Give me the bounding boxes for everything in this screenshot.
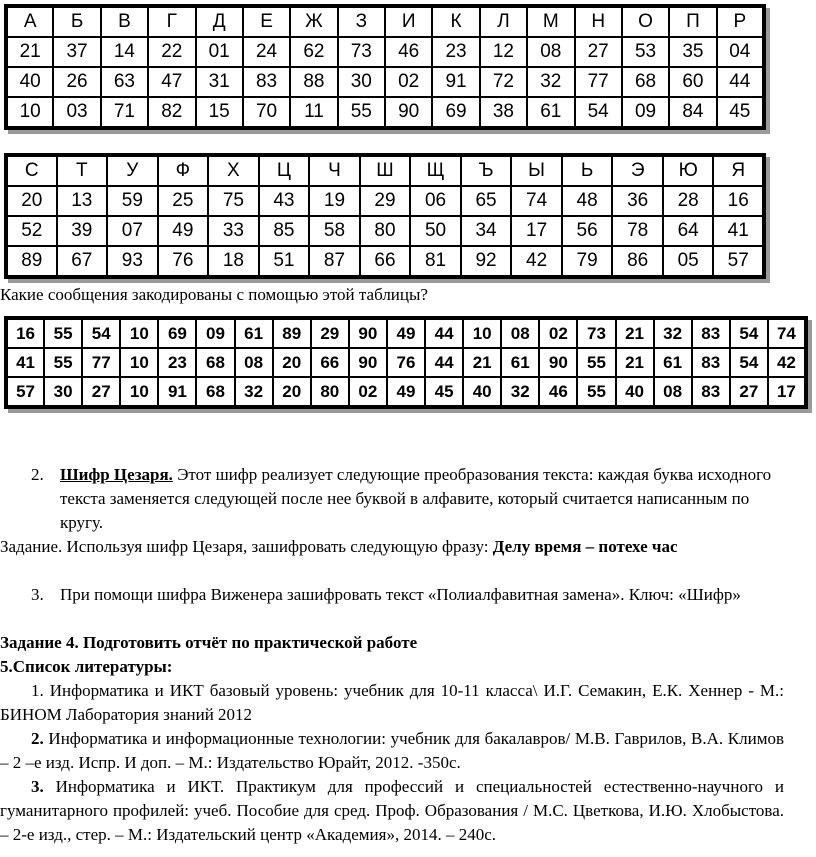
code-cell: 17 bbox=[768, 377, 806, 407]
code-cell: 44 bbox=[717, 67, 764, 97]
letter-cell: Э bbox=[612, 155, 663, 186]
code-cell: 90 bbox=[539, 348, 577, 377]
letter-cell: Д bbox=[196, 6, 243, 37]
code-cell: 57 bbox=[713, 246, 764, 277]
letter-cell: К bbox=[432, 6, 479, 37]
code-cell: 20 bbox=[273, 377, 311, 407]
code-cell: 82 bbox=[148, 97, 195, 128]
code-cell: 12 bbox=[480, 37, 527, 67]
letter-cell: Б bbox=[53, 6, 100, 37]
code-cell: 40 bbox=[616, 377, 654, 407]
letter-cell: Е bbox=[243, 6, 290, 37]
letter-cell: Ю bbox=[663, 155, 714, 186]
table-row bbox=[6, 67, 764, 97]
code-cell: 83 bbox=[692, 348, 730, 377]
code-cell: 93 bbox=[107, 246, 158, 277]
letter-cell: Р bbox=[717, 6, 764, 37]
code-cell: 63 bbox=[101, 67, 148, 97]
code-cell: 29 bbox=[311, 318, 349, 348]
code-cell: 61 bbox=[654, 348, 692, 377]
code-cell: 44 bbox=[425, 318, 463, 348]
letter-cell: Х bbox=[208, 155, 259, 186]
code-cell: 71 bbox=[101, 97, 148, 128]
code-cell: 56 bbox=[562, 216, 613, 246]
code-cell: 57 bbox=[6, 377, 44, 407]
code-cell: 28 bbox=[663, 186, 714, 216]
code-cell: 76 bbox=[158, 246, 209, 277]
code-cell: 40 bbox=[463, 377, 501, 407]
code-cell: 27 bbox=[575, 37, 622, 67]
code-cell: 75 bbox=[208, 186, 259, 216]
table-row bbox=[6, 216, 764, 246]
item3-text: При помощи шифра Виженера зашифровать текст «Полиалфавитная замена». Ключ: «Шифр» bbox=[60, 585, 741, 604]
code-cell: 50 bbox=[410, 216, 461, 246]
code-cell: 74 bbox=[768, 318, 806, 348]
reference-number: 3. bbox=[31, 777, 44, 796]
code-cell: 85 bbox=[259, 216, 310, 246]
task4-heading: Задание 4. Подготовить отчёт по практической работе bbox=[0, 633, 418, 652]
code-cell: 62 bbox=[290, 37, 337, 67]
code-cell: 49 bbox=[158, 216, 209, 246]
question-text: Какие сообщения закодированы с помощью этой таблицы? bbox=[0, 285, 428, 304]
reference-text: Информатика и информационные технологии: учебник для бакалавров/ М.В. Гаврилов, В.А. Климов – 2 –е изд. Испр. И доп. – М.: Издательство Юрайт, 2012. -350с. bbox=[0, 729, 785, 772]
code-cell: 36 bbox=[612, 186, 663, 216]
code-cell: 08 bbox=[501, 318, 539, 348]
code-cell: 37 bbox=[53, 37, 100, 67]
letter-cell: М bbox=[527, 6, 574, 37]
code-cell: 10 bbox=[120, 348, 158, 377]
code-cell: 20 bbox=[6, 186, 57, 216]
code-cell: 46 bbox=[539, 377, 577, 407]
code-cell: 11 bbox=[290, 97, 337, 128]
code-cell: 35 bbox=[669, 37, 716, 67]
reference-number: 2. bbox=[31, 729, 44, 748]
code-cell: 42 bbox=[768, 348, 806, 377]
code-cell: 26 bbox=[53, 67, 100, 97]
code-cell: 53 bbox=[622, 37, 669, 67]
code-cell: 32 bbox=[527, 67, 574, 97]
code-cell: 21 bbox=[6, 37, 53, 67]
code-cell: 79 bbox=[562, 246, 613, 277]
code-cell: 61 bbox=[501, 348, 539, 377]
code-cell: 86 bbox=[612, 246, 663, 277]
code-cell: 81 bbox=[410, 246, 461, 277]
code-cell: 74 bbox=[511, 186, 562, 216]
code-cell: 03 bbox=[53, 97, 100, 128]
code-cell: 54 bbox=[730, 348, 768, 377]
code-cell: 87 bbox=[309, 246, 360, 277]
table-body bbox=[6, 6, 764, 128]
code-cell: 91 bbox=[432, 67, 479, 97]
letter-cell: П bbox=[669, 6, 716, 37]
code-cell: 61 bbox=[235, 318, 273, 348]
code-cell: 45 bbox=[425, 377, 463, 407]
code-cell: 91 bbox=[158, 377, 196, 407]
header-row bbox=[6, 155, 764, 186]
code-cell: 49 bbox=[387, 318, 425, 348]
code-cell: 64 bbox=[663, 216, 714, 246]
code-cell: 27 bbox=[82, 377, 120, 407]
code-cell: 08 bbox=[235, 348, 273, 377]
table-row bbox=[6, 37, 764, 67]
reference-number: 1. bbox=[31, 681, 44, 700]
code-cell: 14 bbox=[101, 37, 148, 67]
code-cell: 34 bbox=[461, 216, 512, 246]
code-cell: 69 bbox=[158, 318, 196, 348]
code-cell: 55 bbox=[577, 348, 615, 377]
code-cell: 80 bbox=[311, 377, 349, 407]
code-cell: 04 bbox=[717, 37, 764, 67]
code-cell: 42 bbox=[511, 246, 562, 277]
code-cell: 13 bbox=[57, 186, 108, 216]
letter-cell: И bbox=[385, 6, 432, 37]
code-cell: 54 bbox=[575, 97, 622, 128]
code-cell: 55 bbox=[44, 348, 82, 377]
code-cell: 68 bbox=[622, 67, 669, 97]
letter-cell: Ж bbox=[290, 6, 337, 37]
letter-cell: Щ bbox=[410, 155, 461, 186]
letter-cell: Ъ bbox=[461, 155, 512, 186]
code-cell: 08 bbox=[654, 377, 692, 407]
table-row bbox=[6, 186, 764, 216]
letter-cell: Т bbox=[57, 155, 108, 186]
item2-paragraph bbox=[60, 463, 780, 535]
code-cell: 18 bbox=[208, 246, 259, 277]
letter-cell: А bbox=[6, 6, 53, 37]
code-cell: 46 bbox=[385, 37, 432, 67]
references-heading: 5.Список литературы: bbox=[0, 657, 173, 676]
code-cell: 32 bbox=[501, 377, 539, 407]
reference-2 bbox=[0, 727, 784, 775]
code-cell: 24 bbox=[243, 37, 290, 67]
code-cell: 48 bbox=[562, 186, 613, 216]
code-cell: 32 bbox=[654, 318, 692, 348]
letter-cell: У bbox=[107, 155, 158, 186]
code-cell: 21 bbox=[463, 348, 501, 377]
code-cell: 49 bbox=[387, 377, 425, 407]
code-cell: 89 bbox=[6, 246, 57, 277]
code-cell: 41 bbox=[6, 348, 44, 377]
letter-cell: Г bbox=[148, 6, 195, 37]
reference-3 bbox=[0, 775, 784, 847]
code-cell: 09 bbox=[196, 318, 234, 348]
code-cell: 10 bbox=[120, 377, 158, 407]
code-cell: 29 bbox=[360, 186, 411, 216]
code-cell: 38 bbox=[480, 97, 527, 128]
table-row bbox=[6, 318, 806, 348]
code-cell: 43 bbox=[259, 186, 310, 216]
cipher-table-s-ya bbox=[4, 153, 766, 279]
letter-cell: Ш bbox=[360, 155, 411, 186]
code-cell: 77 bbox=[82, 348, 120, 377]
code-cell: 68 bbox=[196, 348, 234, 377]
header-row bbox=[6, 6, 764, 37]
code-cell: 39 bbox=[57, 216, 108, 246]
code-cell: 32 bbox=[235, 377, 273, 407]
code-cell: 83 bbox=[692, 377, 730, 407]
letter-cell: О bbox=[622, 6, 669, 37]
code-cell: 68 bbox=[196, 377, 234, 407]
code-cell: 10 bbox=[120, 318, 158, 348]
code-cell: 55 bbox=[44, 318, 82, 348]
table-row bbox=[6, 348, 806, 377]
code-cell: 83 bbox=[692, 318, 730, 348]
code-cell: 21 bbox=[616, 318, 654, 348]
code-cell: 72 bbox=[480, 67, 527, 97]
item2-number: 2. bbox=[31, 465, 44, 484]
code-cell: 51 bbox=[259, 246, 310, 277]
code-cell: 09 bbox=[622, 97, 669, 128]
code-cell: 84 bbox=[669, 97, 716, 128]
code-cell: 02 bbox=[349, 377, 387, 407]
code-cell: 58 bbox=[309, 216, 360, 246]
code-cell: 66 bbox=[360, 246, 411, 277]
code-cell: 33 bbox=[208, 216, 259, 246]
code-cell: 23 bbox=[432, 37, 479, 67]
code-cell: 25 bbox=[158, 186, 209, 216]
code-cell: 60 bbox=[669, 67, 716, 97]
code-cell: 15 bbox=[196, 97, 243, 128]
code-cell: 90 bbox=[349, 348, 387, 377]
code-cell: 83 bbox=[243, 67, 290, 97]
letter-cell: Ы bbox=[511, 155, 562, 186]
code-cell: 90 bbox=[385, 97, 432, 128]
code-cell: 61 bbox=[527, 97, 574, 128]
item3-number: 3. bbox=[31, 585, 44, 604]
letter-cell: В bbox=[101, 6, 148, 37]
table-row bbox=[6, 377, 806, 407]
code-cell: 59 bbox=[107, 186, 158, 216]
task-prefix: Задание. Используя шифр Цезаря, зашифровать следующую фразу: bbox=[0, 537, 489, 556]
code-cell: 27 bbox=[730, 377, 768, 407]
code-cell: 89 bbox=[273, 318, 311, 348]
code-cell: 23 bbox=[158, 348, 196, 377]
code-cell: 22 bbox=[148, 37, 195, 67]
code-cell: 21 bbox=[616, 348, 654, 377]
code-cell: 02 bbox=[539, 318, 577, 348]
reference-text: Информатика и ИКТ. Практикум для профессий и специальностей естественно-научного и гуманитарного профилей: учеб. Пособие для сред. Проф. Образования / М.С. Цветкова, И.Ю. Хлобыстова. – 2-е изд., стер. – М.: Издательский центр «Академия», 2014. – 240с. bbox=[0, 777, 784, 844]
task-phrase: Делу время – потехе час bbox=[492, 537, 678, 556]
code-cell: 30 bbox=[338, 67, 385, 97]
code-cell: 16 bbox=[713, 186, 764, 216]
letter-cell: Ф bbox=[158, 155, 209, 186]
table-body bbox=[6, 318, 806, 407]
code-cell: 10 bbox=[463, 318, 501, 348]
code-cell: 88 bbox=[290, 67, 337, 97]
code-cell: 41 bbox=[713, 216, 764, 246]
code-cell: 92 bbox=[461, 246, 512, 277]
code-cell: 54 bbox=[82, 318, 120, 348]
code-cell: 52 bbox=[6, 216, 57, 246]
code-cell: 78 bbox=[612, 216, 663, 246]
letter-cell: Ь bbox=[562, 155, 613, 186]
code-cell: 44 bbox=[425, 348, 463, 377]
encoded-messages-table bbox=[4, 316, 808, 409]
code-cell: 17 bbox=[511, 216, 562, 246]
reference-text: Информатика и ИКТ базовый уровень: учебник для 10-11 класса\ И.Г. Семакин, Е.К. Хеннер - М.: БИНОМ Лаборатория знаний 2012 bbox=[0, 681, 785, 724]
code-cell: 30 bbox=[44, 377, 82, 407]
cipher-table-a-r bbox=[4, 4, 766, 130]
letter-cell: Я bbox=[713, 155, 764, 186]
code-cell: 73 bbox=[338, 37, 385, 67]
task-paragraph bbox=[0, 535, 780, 559]
code-cell: 10 bbox=[6, 97, 53, 128]
code-cell: 45 bbox=[717, 97, 764, 128]
table-row bbox=[6, 97, 764, 128]
code-cell: 76 bbox=[387, 348, 425, 377]
item2-title: Шифр Цезаря. bbox=[60, 465, 173, 484]
item2-text: Этот шифр реализует следующие преобразования текста: каждая буква исходного текста заменяется следующей после нее буквой в алфавите, который считается написанным по кругу. bbox=[60, 465, 772, 532]
code-cell: 70 bbox=[243, 97, 290, 128]
code-cell: 54 bbox=[730, 318, 768, 348]
letter-cell: Ц bbox=[259, 155, 310, 186]
code-cell: 65 bbox=[461, 186, 512, 216]
letter-cell: С bbox=[6, 155, 57, 186]
letter-cell: Л bbox=[480, 6, 527, 37]
code-cell: 55 bbox=[338, 97, 385, 128]
code-cell: 31 bbox=[196, 67, 243, 97]
code-cell: 01 bbox=[196, 37, 243, 67]
code-cell: 69 bbox=[432, 97, 479, 128]
code-cell: 40 bbox=[6, 67, 53, 97]
code-cell: 90 bbox=[349, 318, 387, 348]
code-cell: 80 bbox=[360, 216, 411, 246]
table-row bbox=[6, 246, 764, 277]
reference-1 bbox=[0, 679, 784, 727]
code-cell: 16 bbox=[6, 318, 44, 348]
code-cell: 02 bbox=[385, 67, 432, 97]
code-cell: 55 bbox=[577, 377, 615, 407]
code-cell: 73 bbox=[577, 318, 615, 348]
code-cell: 08 bbox=[527, 37, 574, 67]
code-cell: 20 bbox=[273, 348, 311, 377]
letter-cell: З bbox=[338, 6, 385, 37]
code-cell: 05 bbox=[663, 246, 714, 277]
code-cell: 77 bbox=[575, 67, 622, 97]
code-cell: 06 bbox=[410, 186, 461, 216]
code-cell: 47 bbox=[148, 67, 195, 97]
table-body bbox=[6, 155, 764, 277]
letter-cell: Н bbox=[575, 6, 622, 37]
code-cell: 66 bbox=[311, 348, 349, 377]
code-cell: 07 bbox=[107, 216, 158, 246]
code-cell: 67 bbox=[57, 246, 108, 277]
letter-cell: Ч bbox=[309, 155, 360, 186]
code-cell: 19 bbox=[309, 186, 360, 216]
